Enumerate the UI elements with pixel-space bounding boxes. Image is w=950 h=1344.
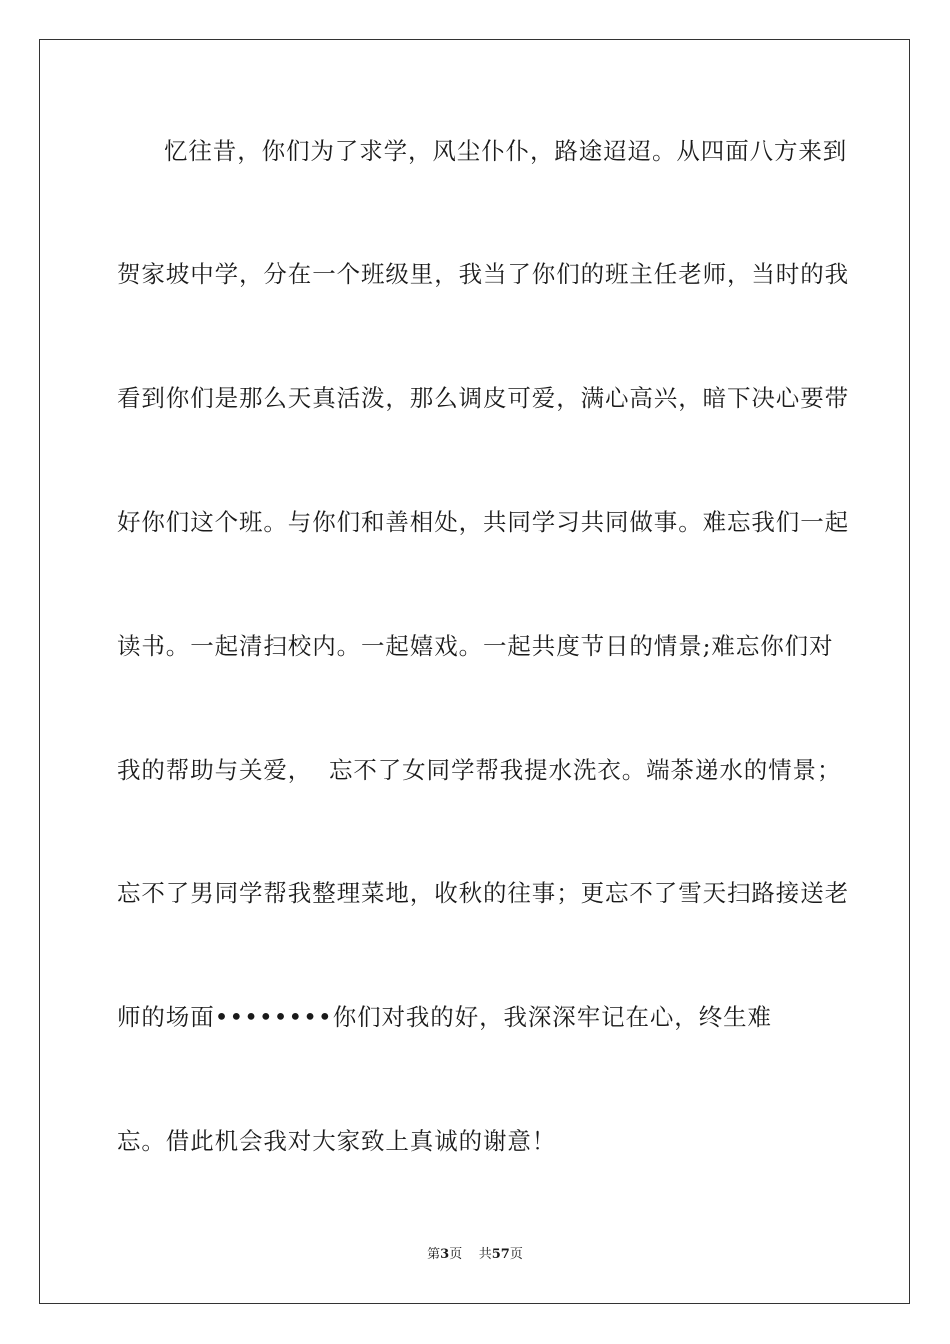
page-suffix: 页 (449, 1247, 463, 1262)
text-line-2: 贺家坡中学，分在一个班级里，我当了你们的班主任老师，当时的我 (117, 260, 849, 288)
text-line-5: 读书。一起清扫校内。一起嬉戏。一起共度节日的情景;难忘你们对 (117, 632, 834, 660)
page-number: 3 (440, 1247, 450, 1262)
text-line-4: 好你们这个班。与你们和善相处，共同学习共同做事。难忘我们一起 (117, 508, 849, 536)
page-border (39, 39, 910, 1304)
total-prefix: 共 (478, 1247, 492, 1262)
text-line-6: 我的帮助与关爱， 忘不了女同学帮我提水洗衣。端茶递水的情景； (117, 756, 842, 784)
text-line-1: 忆往昔，你们为了求学，风尘仆仆，路途迢迢。从四面八方来到 (164, 137, 848, 165)
page-footer (0, 1245, 950, 1265)
total-suffix: 页 (509, 1247, 523, 1262)
text-line-7: 忘不了男同学帮我整理菜地，收秋的往事；更忘不了雪天扫路接送老 (117, 879, 849, 907)
text-line-8: 师的场面••••••••你们对我的好，我深深牢记在心，终生难 (117, 1003, 772, 1031)
total-pages: 57 (491, 1247, 510, 1262)
page-prefix: 第 (427, 1247, 441, 1262)
text-line-3: 看到你们是那么天真活泼，那么调皮可爱，满心高兴，暗下决心要带 (117, 384, 849, 412)
text-line-9: 忘。借此机会我对大家致上真诚的谢意！ (117, 1127, 557, 1155)
